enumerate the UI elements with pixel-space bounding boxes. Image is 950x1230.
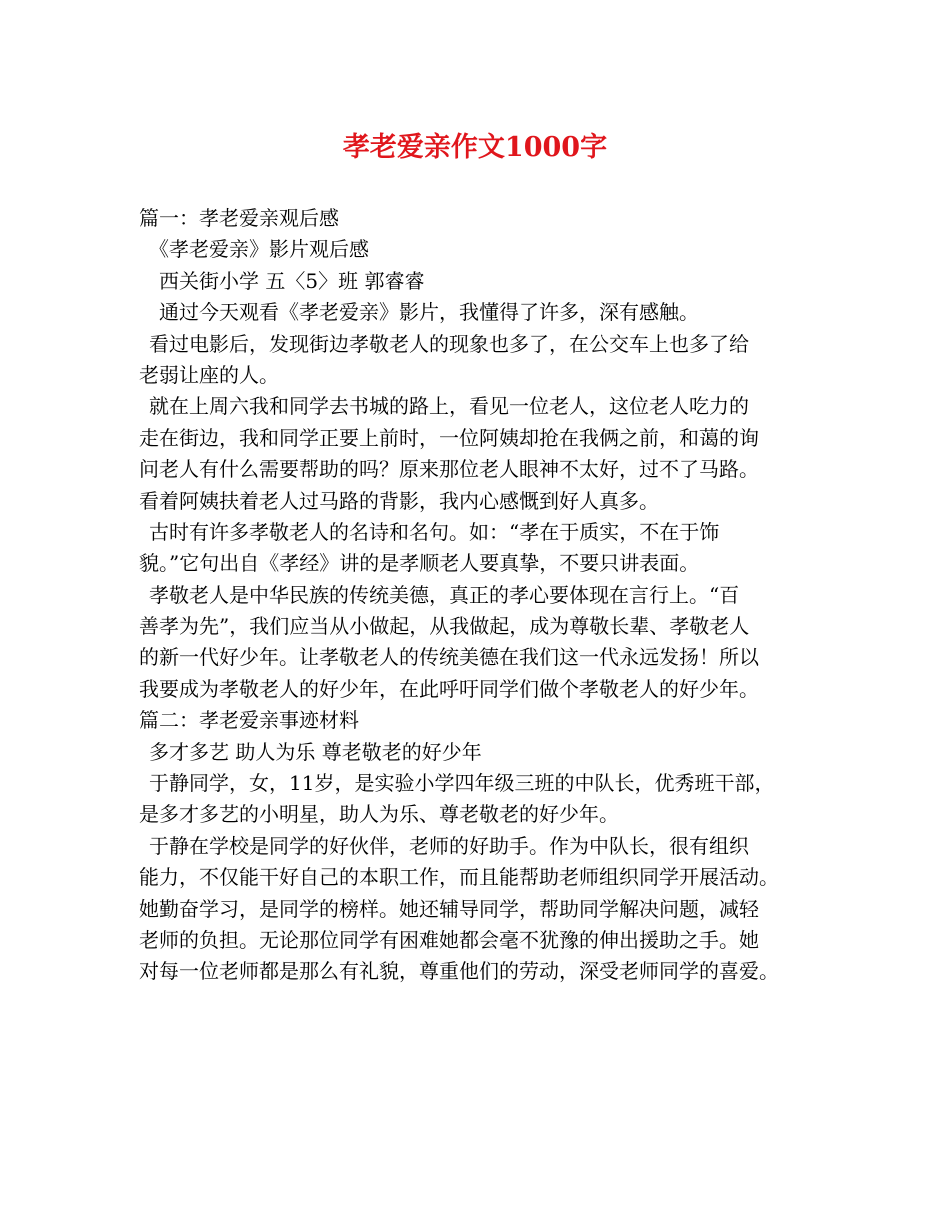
section-heading-1: 篇一：孝老爱亲观后感	[139, 206, 339, 230]
paragraph-line: 能力，不仅能干好自己的本职工作，而且能帮助老师组织同学开展活动。	[139, 865, 779, 890]
paragraph-line: 看过电影后，发现街边孝敬老人的现象也多了，在公交车上也多了给	[149, 331, 749, 356]
paragraph-line: 我要成为孝敬老人的好少年，在此呼吁同学们做个孝敬老人的好少年。	[139, 676, 759, 701]
document-title: 孝老爱亲作文1000字	[342, 132, 608, 163]
paragraph-line: 古时有许多孝敬老人的名诗和名句。如：“孝在于质实，不在于饰	[149, 519, 720, 544]
paragraph-line: 就在上周六我和同学去书城的路上，看见一位老人，这位老人吃力的	[149, 394, 749, 419]
paragraph-line: 她勤奋学习，是同学的榜样。她还辅导同学，帮助同学解决问题，减轻	[139, 896, 759, 921]
paragraph-line: 通过今天观看《孝老爱亲》影片，我懂得了许多，深有感触。	[159, 300, 699, 325]
paragraph-line: 对每一位老师都是那么有礼貌，尊重他们的劳动，深受老师同学的喜爱。	[139, 959, 779, 984]
paragraph-line: 是多才多艺的小明星，助人为乐、尊老敬老的好少年。	[139, 802, 619, 827]
paragraph-line: 于静在学校是同学的好伙伴，老师的好助手。作为中队长，很有组织	[149, 833, 749, 858]
paragraph-line: 问老人有什么需要帮助的吗？原来那位老人眼神不太好，过不了马路。	[139, 457, 759, 482]
paragraph-line: 貌。”它句出自《孝经》讲的是孝顺老人要真挚，不要只讲表面。	[139, 551, 700, 576]
paragraph-line: 看着阿姨扶着老人过马路的背影，我内心感慨到好人真多。	[139, 488, 659, 513]
subtitle-line: 多才多艺 助人为乐 尊老敬老的好少年	[149, 739, 482, 764]
subtitle-line: 《孝老爱亲》影片观后感	[149, 237, 369, 262]
paragraph-line: 于静同学，女，11岁，是实验小学四年级三班的中队长，优秀班干部，	[149, 771, 775, 796]
author-line: 西关街小学 五〈5〉班 郭睿睿	[159, 268, 425, 293]
paragraph-line: 老弱让座的人。	[139, 362, 279, 387]
section-heading-2: 篇二：孝老爱亲事迹材料	[139, 708, 359, 733]
paragraph-line: 善孝为先”，我们应当从小做起，从我做起，成为尊敬长辈、孝敬老人	[139, 614, 750, 639]
paragraph-line: 老师的负担。无论那位同学有困难她都会毫不犹豫的伸出援助之手。她	[139, 927, 759, 952]
paragraph-line: 孝敬老人是中华民族的传统美德，真正的孝心要体现在言行上。“百	[149, 582, 740, 607]
document-body	[139, 203, 829, 988]
paragraph-line: 走在街边，我和同学正要上前时，一位阿姨却抢在我俩之前，和蔼的询	[139, 425, 759, 450]
paragraph-line: 的新一代好少年。让孝敬老人的传统美德在我们这一代永远发扬！所以	[139, 645, 759, 670]
